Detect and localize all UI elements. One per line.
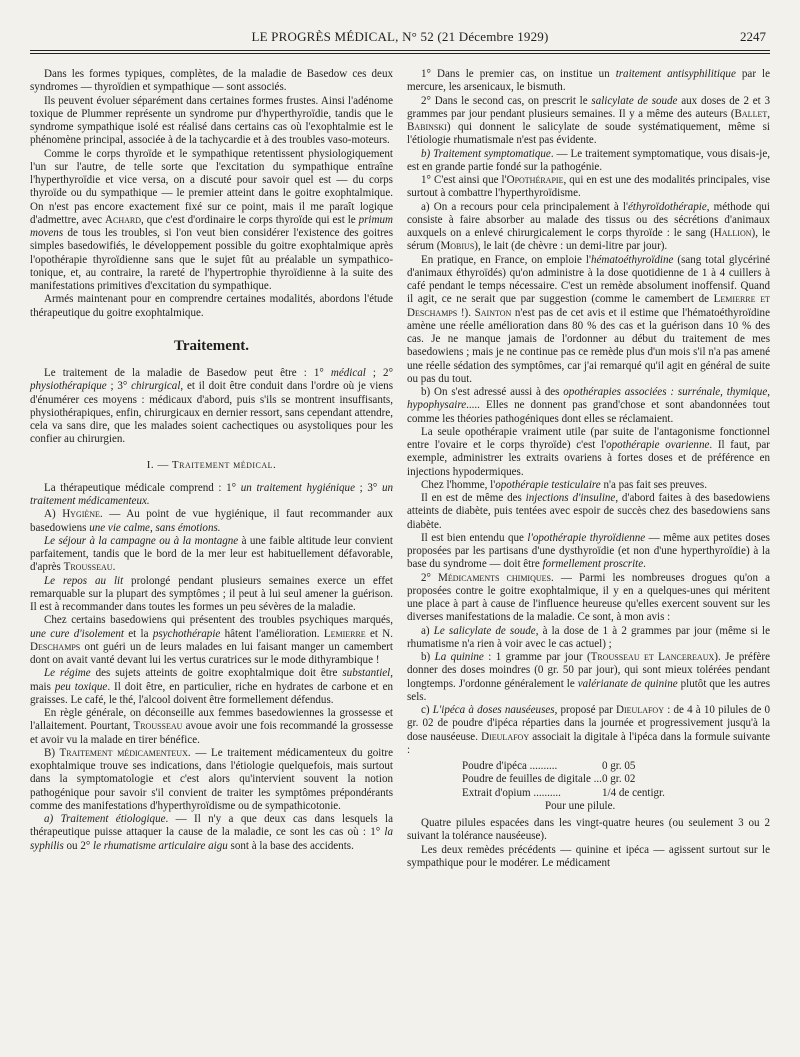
journal-title: LE PROGRÈS MÉDICAL, N° 52 (21 Décembre 1929) <box>251 29 549 44</box>
formula-footer: Pour une pilule. <box>545 799 616 812</box>
formula-row: Poudre d'ipéca .......... 0 gr. 05 <box>462 760 636 772</box>
prescription-formula <box>407 760 770 813</box>
paragraph: Il en est de même des injections d'insuline, d'abord faites à des basedowiens atteints de diabète, puis tentées avec espoir de succès chez des basedowiens sans diabète. <box>407 492 770 531</box>
paragraph: b) Traitement symptomatique. — Le traitement symptomatique, vous disais-je, est en grande partie fondé sur la pathogénie. <box>407 147 770 173</box>
paragraph: Le traitement de la maladie de Basedow peut être : 1° médical ; 2° physiothérapique ; 3° chirurgical, et il doit être conduit dans l'ordre où je viens d'énumérer ces moyens : médicaux d'abord, puis s'ils se montrent insuffisants, physiothérapiques, enfin, chirurgicaux en dernier ressort, sans cependant attendre, cela va sans dire, que les malades soient cachectiques ou asystoliques pour les confier au chirurgien. <box>30 367 393 446</box>
paragraph: La seule opothérapie vraiment utile (par suite de l'antagonisme fonctionnel entre l'ovaire et le corps thyroïde) c'est l'opothérapie ovarienne. Il faut, par exemple, administrer les extraits ovariens à fortes doses et de préférence en injections hypodermiques. <box>407 425 770 478</box>
right-column <box>407 68 770 870</box>
paragraph: b) La quinine : 1 gramme par jour (Trousseau et Lancereaux). Je préfère donner des doses moindres (0 gr. 50 par jour), qui sont mieux tolérées pendant longtemps. J'ordonne généralement le valérianate de quinine plutôt que les autres sels. <box>407 651 771 703</box>
paragraph: Le régime des sujets atteints de goitre exophtalmique doit être substantiel, mais peu toxique. Il doit être, en particulier, riche en hydrates de carbone et en graisses. Le café, le thé, l'alcool doivent être formellement défendus. <box>30 667 394 706</box>
paragraph: a) On a recours pour cela principalement à l'éthyroïdothérapie, méthode qui consiste à faire absorber au malade des tissus ou des sécrétions d'animaux auxquels on a enlevé chirurgicalement le corps thyroïde : le sang (Hallion), le sérum (Mobius), le lait (de chèvre : un demi-litre par jour). <box>407 200 770 253</box>
paragraph: La thérapeutique médicale comprend : 1° un traitement hygiénique ; 3° un traitement médicamenteux. <box>30 481 394 507</box>
paragraph: 1° Dans le premier cas, on institue un traitement antisyphilitique par le mercure, les arsenicaux, le bismuth. <box>407 68 770 94</box>
paragraph: Armés maintenant pour en comprendre certaines modalités, abordons l'étude thérapeutique du goitre exophtalmique. <box>30 293 393 319</box>
paragraph: Il est bien entendu que l'opothérapie thyroïdienne — même aux petites doses proposées par les partisans d'une dysthyroïdie (et non d'une hyperthyroïdie) à la base du syndrome — doit être formellement proscrite. <box>407 531 770 571</box>
paragraph: Chez certains basedowiens qui présentent des troubles psychiques marqués, une cure d'isolement et la psychothérapie hâtent l'amélioration. Lemierre et N. Deschamps ont guéri un de leurs malades en lui faisant manger un camembert dont on avait vanté devant lui les vertus curatrices sur le mode dithyrambique ! <box>30 614 393 666</box>
paragraph: Chez l'homme, l'opothérapie testiculaire n'a pas fait ses preuves. <box>421 478 707 491</box>
paragraph: A) Hygiène. — Au point de vue hygiénique, il faut recommander aux basedowiens une vie calme, sans émotions. <box>30 508 393 534</box>
running-header <box>30 30 770 46</box>
paragraph: Le séjour à la campagne ou à la montagne à une faible altitude leur convient parfaitement, tandis que le bord de la mer leur est habituellement défavorable, d'après Trousseau. <box>30 534 393 574</box>
paragraph: En pratique, en France, on emploie l'hématoéthyroïdine (sang total glycériné d'animaux éthyroïdés) qu'on administre à la dose quotidienne de 1 à 4 cuillers à café pendant le temps nécessaire. C'est un remède absolument inoffensif. Quand il agit, ce ne serait que par suggestion (comme le camembert de Lemierre et Deschamps !). Sainton n'est pas de cet avis et il estime que l'hématoéthyroïdine amène une réelle amélioration dans 80 % des cas et la guérison dans 10 % des cas. Je ne manque jamais de l'ordonner au début du traitement de mes basedowiens ; mais je ne continue pas ce remède plus d'un mois s'il n'a pas amené une réelle sédation des symptômes, car j'ai remarqué qu'il agit en général de suite ou pas du tout. <box>407 253 770 385</box>
formula-row: Poudre de feuilles de digitale ... 0 gr. 02 <box>462 773 636 786</box>
paragraph: b) On s'est adressé aussi à des opothérapies associées : surrénale, thymique, hypophysaire..... Elles ne donnent pas grand'chose et sont abandonnées tout comme les théories pathogéniques dont elles se réclamaient. <box>407 386 771 425</box>
paragraph: Ils peuvent évoluer séparément dans certaines formes frustes. Ainsi l'adénome toxique de Plummer représente un syndrome pur d'hyperthyroïdie, tandis que le syndrome sympathique isolé est réalisé dans certains cas où l'exophtalmie est le phénomène principal, associée à de la tachycardie et à des troubles vaso-moteurs. <box>30 94 393 147</box>
paragraph: 2° Médicaments chimiques. — Parmi les nombreuses drogues qu'on a proposées contre le goitre exophtalmique, il y en a quelques-unes qui méritent une place à part à cause de l'influence heureuse qu'elles exercent souvent sur les diverses manifestations de la maladie. Ce sont, à mon avis : <box>407 571 770 624</box>
paragraph: Le repos au lit prolongé pendant plusieurs semaines exerce un effet remarquable sur la plupart des symptômes ; il peut à lui seul amener la guérison. Il est à recommander dans toutes les formes un peu sévères de la maladie. <box>30 574 393 613</box>
page-number: 2247 <box>740 29 766 44</box>
paragraph: Comme le corps thyroïde et le sympathique retentissent physiologiquement l'un sur l'autre, de telle sorte que l'excitation du sympathique entraîne l'hyperthyroïdie et vice versa, on a discuté pour savoir quel est — du corps thyroïde ou du sympathique — le premier atteint dans le goitre exophtalmique. On n'est pas encore exactement fixé sur ce point, mais il me paraît logique d'admettre, avec Achard, que c'est d'ordinaire le corps thyroïde qui est le primum movens de tous les troubles, si l'on veut bien considérer l'existence des goitres simples basedowifiés, le développement possible du goitre exophtalmique après l'opothérapie thyroïdienne sans que le sujet fût au préalable un sympathico-tonique, et, au contraire, la rareté de l'hypertrophie thyroïdienne à la suite des manifestations primitives d'excitation du sympathique. <box>30 147 393 292</box>
formula-row: Extrait d'opium .......... 1/4 de centigr. <box>462 786 665 799</box>
paragraph: 1° C'est ainsi que l'Opothérapie, qui en est une des modalités principales, vise surtout à combattre l'hyperthyroïdisme. <box>407 174 770 200</box>
section-heading: Traitement. <box>173 337 250 354</box>
paragraph: Dans les formes typiques, complètes, de la maladie de Basedow ces deux syndromes — thyroïdien et sympathique — sont associés. <box>30 68 393 94</box>
subsection-heading: I. — Traitement médical. <box>146 458 277 471</box>
paragraph: a) Traitement étiologique. — Il n'y a que deux cas dans lesquels la thérapeutique puisse attaquer la cause de la maladie, ce sont les cas où : 1° la syphilis ou 2° le rhumatisme articulaire aigu sont à la base des accidents. <box>30 813 393 852</box>
paragraph: En règle générale, on déconseille aux femmes basedowiennes la grossesse et l'allaitement. Pourtant, Trousseau avoue avoir une fois recommandé la grossesse et avoir vu la malade en tirer bénéfice. <box>30 707 393 746</box>
header-rule-2 <box>30 53 770 54</box>
left-column <box>30 68 393 870</box>
paragraph: 2° Dans le second cas, on prescrit le salicylate de soude aux doses de 2 et 3 grammes par jour pendant plusieurs semaines. Il y a même des auteurs (Ballet, Babinski) qui donnent le salicylate de soude systématiquement, même si l'étiologie rhumatismale n'est pas évidente. <box>407 94 770 147</box>
paragraph: Quatre pilules espacées dans les vingt-quatre heures (ou seulement 3 ou 2 suivant la tolérance nauséeuse). <box>407 817 770 843</box>
paragraph: c) L'ipéca à doses nauséeuses, proposé par Dieulafoy : de 4 à 10 pilules de 0 gr. 02 de poudre d'ipéca réparties dans la journée et progressivement jusqu'à la dose nauséeuse. Dieulafoy associait la digitale à l'ipéca dans la formule suivante : <box>407 704 770 756</box>
header-rule <box>30 50 770 51</box>
paragraph: Les deux remèdes précédents — quinine et ipéca — agissent surtout sur le sympathique pour le modérer. Le médicament <box>407 843 770 869</box>
paragraph: B) Traitement médicamenteux. — Le traitement médicamenteux du goitre exophtalmique trouve ses indications, dans l'étiologie quelquefois, mais surtout dans la symptomatologie et c'est alors qu'intervient souvent la notion pathogénique pour savoir s'il convient de traiter les symptômes prépondérants comme des manifestations d'hyperthyroïdisme ou de sympathicotonie. <box>30 746 393 812</box>
paragraph: a) Le salicylate de soude, à la dose de 1 à 2 grammes par jour (même si le rhumatisme n'a rien à voir avec le cas actuel) ; <box>407 624 770 650</box>
